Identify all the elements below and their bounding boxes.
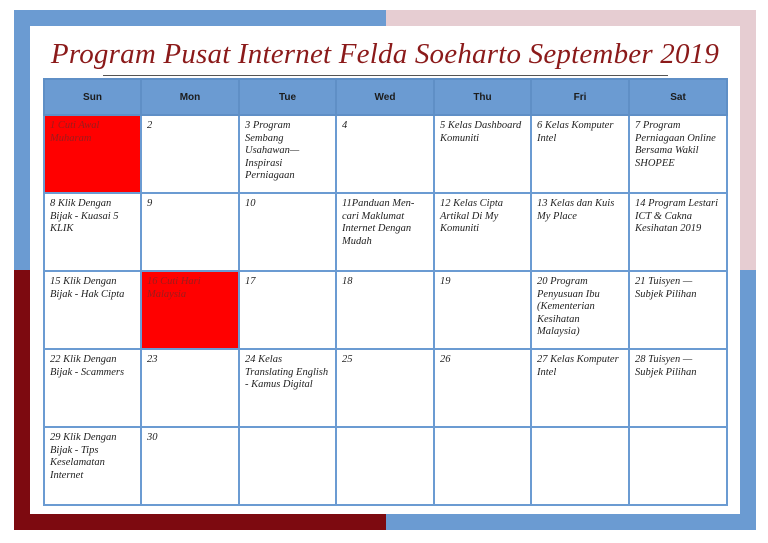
calendar-day-cell: 7 Program Perniagaan Online Bersama Wakil SHOPEE [629, 115, 727, 193]
calendar-day-cell: 21 Tuisyen — Subjek Pilihan [629, 271, 727, 349]
frame-bar-right-blue [740, 270, 756, 514]
calendar-day-cell: 26 [434, 349, 531, 427]
frame-bar-left-red [14, 270, 30, 530]
calendar-week-row [44, 427, 727, 505]
calendar-day-cell: 14 Program Lestari ICT & Cakna Kesihatan 2019 [629, 193, 727, 271]
calendar-day-cell [629, 427, 727, 505]
calendar-day-cell: 2 [141, 115, 239, 193]
calendar-day-cell: 12 Kelas Cipta Artikal Di My Komuniti [434, 193, 531, 271]
calendar-day-cell: 24 Kelas Translating English - Kamus Digital [239, 349, 336, 427]
calendar-day-cell: 3 Program Sembang Usahawan—Inspirasi Perniagaan [239, 115, 336, 193]
calendar-day-cell [434, 427, 531, 505]
calendar-day-cell: 23 [141, 349, 239, 427]
calendar-day-cell: 27 Kelas Komputer Intel [531, 349, 629, 427]
title-underline [103, 75, 668, 76]
calendar-day-cell: 28 Tuisyen — Subjek Pilihan [629, 349, 727, 427]
calendar-day-cell: 5 Kelas Dashboard Komuniti [434, 115, 531, 193]
weekday-header-fri: Fri [531, 79, 629, 115]
calendar-day-cell: 6 Kelas Komputer Intel [531, 115, 629, 193]
frame-bar-right-pink [740, 26, 756, 270]
weekday-header-row [44, 79, 727, 115]
calendar-day-cell-holiday: 1 Cuti Awal Muharam [44, 115, 141, 193]
calendar-table [43, 78, 728, 506]
calendar-day-cell: 4 [336, 115, 434, 193]
calendar-day-cell-holiday: 16 Cuti Hari Malaysia [141, 271, 239, 349]
weekday-header-mon: Mon [141, 79, 239, 115]
calendar-day-cell: 8 Klik Dengan Bijak - Kuasai 5 KLIK [44, 193, 141, 271]
calendar-day-cell: 15 Klik Dengan Bijak - Hak Cipta [44, 271, 141, 349]
calendar-day-cell: 13 Kelas dan Kuis My Place [531, 193, 629, 271]
frame-bar-top-blue [14, 10, 386, 26]
calendar-day-cell: 11Panduan Men-cari Maklumat Internet Dengan Mudah [336, 193, 434, 271]
frame-bar-top-pink [386, 10, 756, 26]
weekday-header-tue: Tue [239, 79, 336, 115]
calendar-day-cell: 30 [141, 427, 239, 505]
calendar-week-row [44, 115, 727, 193]
calendar-day-cell [531, 427, 629, 505]
calendar-day-cell [239, 427, 336, 505]
calendar-week-row [44, 271, 727, 349]
weekday-header-wed: Wed [336, 79, 434, 115]
page-title: Program Pusat Internet Felda Soeharto September 2019 [50, 38, 720, 70]
weekday-header-sat: Sat [629, 79, 727, 115]
calendar-week-row [44, 349, 727, 427]
calendar-day-cell: 19 [434, 271, 531, 349]
weekday-header-sun: Sun [44, 79, 141, 115]
calendar-day-cell: 20 Program Penyusuan Ibu (Kementerian Kesihatan Malaysia) [531, 271, 629, 349]
calendar-day-cell: 29 Klik Dengan Bijak - Tips Keselamatan Internet [44, 427, 141, 505]
frame-bar-left-blue [14, 26, 30, 270]
calendar-week-row [44, 193, 727, 271]
frame-bar-bottom-blue [386, 514, 756, 530]
calendar-day-cell [336, 427, 434, 505]
weekday-header-thu: Thu [434, 79, 531, 115]
calendar-day-cell: 10 [239, 193, 336, 271]
calendar-day-cell: 25 [336, 349, 434, 427]
calendar-day-cell: 9 [141, 193, 239, 271]
calendar-day-cell: 22 Klik Dengan Bijak - Scammers [44, 349, 141, 427]
frame-bar-bottom-red [14, 514, 386, 530]
calendar-day-cell: 17 [239, 271, 336, 349]
calendar-day-cell: 18 [336, 271, 434, 349]
